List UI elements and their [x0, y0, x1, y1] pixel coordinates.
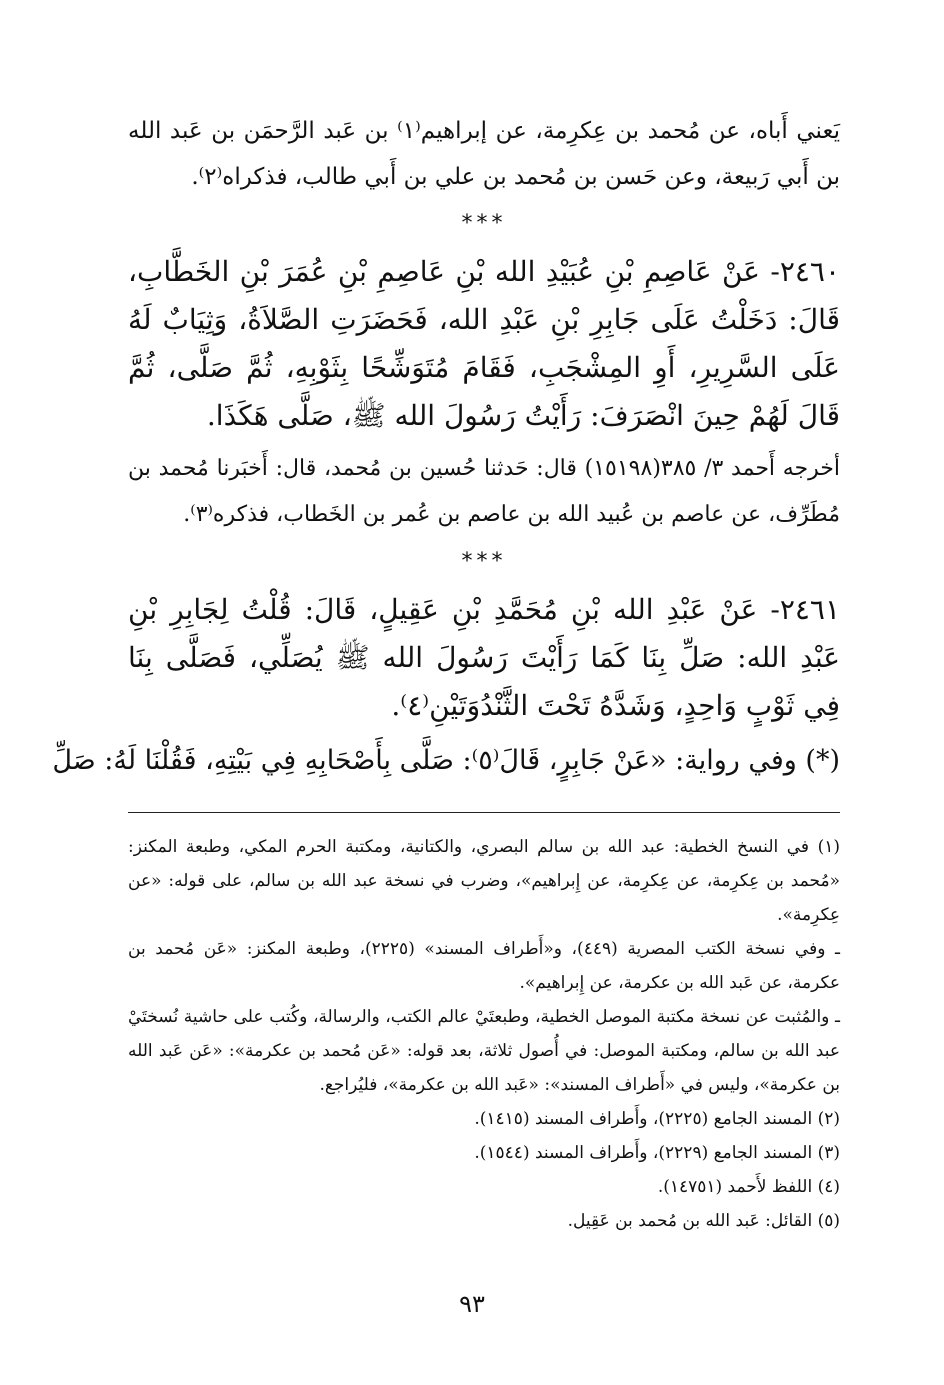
section-separator: ***: [461, 211, 507, 236]
footnotes: [128, 830, 840, 1238]
footnote-1: (١) في النسخ الخطية: عبد الله بن سالم البصري، والكتانية، ومكتبة الحرم المكي، وطبعة المكنز: «مُحمد بن عِكرِمة، عن عِكرِمة، عن إِبراهيم»، وضرب في نسخة عبد الله بن سالم، على قوله: «عن عِكرِمة».: [128, 837, 840, 925]
footnote-5: (٥) القائل: عَبد الله بن مُحمد بن عَقِيل.: [567, 1211, 840, 1231]
footnote-2: (٢) المسند الجامع (٢٢٢٥)، وأَطراف المسند (١٤١٥).: [474, 1109, 840, 1129]
intro-paragraph: يَعني أَباه، عن مُحمد بن عِكرِمة، عن إبراهيم⁽١⁾ بن عَبد الرَّحمَن بن عَبد الله بن أَبي رَبيعة، وعن حَسن بن مُحمد بن علي بن أَبي طالب، فذكراه⁽٢⁾.: [128, 118, 840, 190]
section-separator: ***: [461, 549, 507, 574]
hadith-2461: ٢٤٦١- عَنْ عَبْدِ الله بْنِ مُحَمَّدِ بْنِ عَقِيلٍ، قَالَ: قُلْتُ لِجَابِرِ بْنِ عَبْدِ الله: صَلِّ بِنَا كَمَا رَأَيْتَ رَسُولَ الله ﷺ يُصَلِّي، فَصَلَّى بِنَا فِي ثَوْبٍ وَاحِدٍ، وَشَدَّهُ تَحْتَ الثَّنْدُوَتَيْنِ⁽٤⁾.: [128, 593, 840, 722]
footnote-1-note-a: ـ وفي نسخة الكتب المصرية (٤٤٩)، و«أَطراف المسند» (٢٢٢٥)، وطبعة المكنز: «عَن مُحمد بن عكرمة، عن عَبد الله بن عكرمة، عن إِبراهيم».: [128, 939, 841, 993]
takhrij-2460: أخرجه أَحمد ٣/ ٣٨٥(١٥١٩٨) قال: حَدثنا حُسين بن مُحمد، قال: أَخبَرنا مُحمد بن مُطَرِّف، عن عاصم بن عُبيد الله بن عاصم بن عُمر بن الخَطاب، فذكره⁽٣⁾.: [128, 456, 840, 527]
footnote-4: (٤) اللفظ لأَحمد (١٤٧٥١).: [657, 1177, 840, 1197]
hadith-2460: ٢٤٦٠- عَنْ عَاصِمِ بْنِ عُبَيْدِ الله بْنِ عَاصِمِ بْنِ عُمَرَ بْنِ الخَطَّابِ، قَالَ: دَخَلْتُ عَلَى جَابِرِ بْنِ عَبْدِ الله، فَحَضَرَتِ الصَّلاَةُ، وَثِيَابٌ لَهُ عَلَى السَّرِيرِ، أَوِ المِشْجَبِ، فَقَامَ مُتَوَشِّحًا بِثَوْبِهِ، ثُمَّ صَلَّى، ثُمَّ قَالَ لَهُمْ حِينَ انْصَرَفَ: رَأَيْتُ رَسُولَ الله ﷺ، صَلَّى هَكَذَا.: [128, 255, 840, 432]
page-number: ٩٣: [459, 1290, 485, 1318]
footnote-1-note-b: ـ والمُثبت عن نسخة مكتبة الموصل الخطية، وطبعتَيْ عالم الكتب، والرسالة، وكُتب على حاشية نُسختَيْ عبد الله بن سالم، ومكتبة الموصل: في أُصول ثلاثة، بعد قوله: «عَن مُحمد بن عكرمة»: «عَن عَبد الله بن عكرمة»، وليس في «أَطراف المسند»: «عَبد الله بن عكرمة»، فليُراجع.: [128, 1007, 840, 1095]
main-text: [52, 108, 840, 784]
footnote-divider: [128, 812, 840, 813]
riwaya-line: (*) وفي رواية: «عَنْ جَابِرٍ، قَالَ⁽٥⁾: صَلَّى بِأَصْحَابِهِ فِي بَيْتِهِ، فَقُلْنَا لَهُ: صَلِّ: [52, 745, 840, 776]
footnote-3: (٣) المسند الجامع (٢٢٢٩)، وأَطراف المسند (١٥٤٤).: [474, 1143, 840, 1163]
